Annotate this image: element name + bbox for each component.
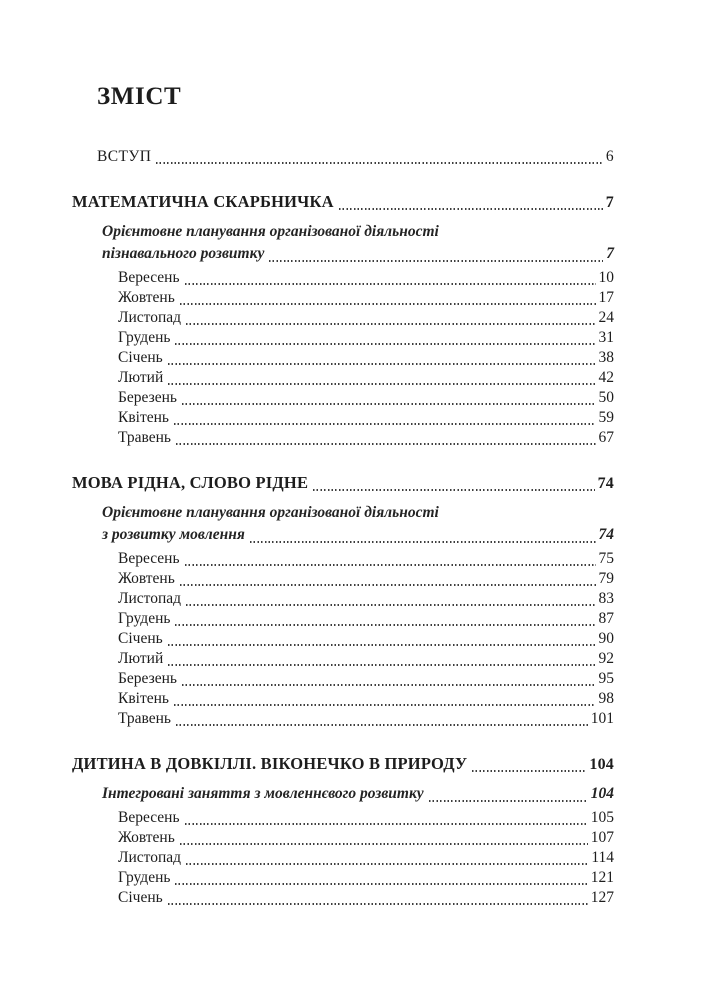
dotted-leader <box>175 624 595 626</box>
entry-page-number: 79 <box>598 570 614 587</box>
page-title: ЗМІСТ <box>97 83 182 110</box>
dotted-leader <box>269 260 603 262</box>
toc-entry <box>118 288 614 308</box>
entry-page-number: 105 <box>590 809 614 826</box>
toc-entry <box>118 589 614 609</box>
entry-page-number: 98 <box>598 690 614 707</box>
subtitle-label: пізнавального розвитку <box>102 245 265 262</box>
subtitle-line-row <box>102 783 614 805</box>
entry-label: Січень <box>118 349 163 366</box>
toc-entry <box>118 649 614 669</box>
dotted-leader <box>168 903 588 905</box>
dotted-leader <box>185 564 596 566</box>
entry-page-number: 92 <box>598 650 614 667</box>
toc-section-math <box>72 191 614 213</box>
dotted-leader <box>186 863 588 865</box>
dotted-leader <box>180 303 596 305</box>
dotted-leader <box>185 283 596 285</box>
entry-label: Листопад <box>118 309 182 326</box>
toc-entry <box>118 669 614 689</box>
toc-entry <box>118 868 614 888</box>
toc-entry <box>118 328 614 348</box>
dotted-leader <box>176 724 588 726</box>
toc-entry <box>118 709 614 729</box>
entry-page-number: 38 <box>598 349 614 366</box>
entry-page-number: 59 <box>598 409 614 426</box>
toc-entry <box>118 549 614 569</box>
entry-label: Листопад <box>118 590 182 607</box>
entry-label: Березень <box>118 389 177 406</box>
entry-label: Вересень <box>118 269 180 286</box>
subtitle-line: Орієнтовне планування організованої діяльності <box>102 504 439 521</box>
entry-page-number: 121 <box>590 869 614 886</box>
toc-entry <box>118 888 614 908</box>
entry-page-number: 24 <box>598 309 614 326</box>
dotted-leader <box>185 823 588 825</box>
toc-entry <box>118 348 614 368</box>
dotted-leader <box>472 770 586 772</box>
entry-page-number: 67 <box>598 429 614 446</box>
entry-label: Грудень <box>118 610 171 627</box>
toc-entry <box>118 428 614 448</box>
entry-label: Жовтень <box>118 829 175 846</box>
subtitle-label: Інтегровані заняття з мовленнєвого розвитку <box>102 785 424 802</box>
entry-label: Березень <box>118 670 177 687</box>
toc-entry <box>118 308 614 328</box>
dotted-leader <box>175 883 587 885</box>
section-page-number: 104 <box>589 756 614 773</box>
section-subtitle <box>102 502 614 546</box>
entry-page-number: 83 <box>598 590 614 607</box>
entry-page-number: 42 <box>598 369 614 386</box>
section-subtitle <box>102 221 614 265</box>
entry-label: Травень <box>118 710 171 727</box>
section-title: МАТЕМАТИЧНА СКАРБНИЧКА <box>72 192 334 211</box>
entry-label: Січень <box>118 630 163 647</box>
month-entries <box>118 808 614 908</box>
dotted-leader <box>250 541 596 543</box>
dotted-leader <box>186 604 595 606</box>
section-title: МОВА РІДНА, СЛОВО РІДНЕ <box>72 473 309 492</box>
toc-entry-intro <box>97 147 614 167</box>
entry-page-number: 50 <box>598 389 614 406</box>
entry-label: Грудень <box>118 329 171 346</box>
dotted-leader <box>180 843 588 845</box>
dotted-leader <box>186 323 595 325</box>
dotted-leader <box>174 704 596 706</box>
dotted-leader <box>182 403 596 405</box>
toc-section-dytyna <box>72 753 614 775</box>
toc-entry <box>118 368 614 388</box>
dotted-leader <box>174 423 596 425</box>
subtitle-page-number: 74 <box>598 526 614 543</box>
entry-page-number: 6 <box>605 148 614 165</box>
dotted-leader <box>176 443 596 445</box>
dotted-leader <box>180 584 596 586</box>
entry-label: Жовтень <box>118 289 175 306</box>
subtitle-page-number: 7 <box>606 245 614 262</box>
dotted-leader <box>156 162 603 164</box>
entry-page-number: 101 <box>590 710 614 727</box>
entry-label: Вересень <box>118 550 180 567</box>
toc-entry <box>118 609 614 629</box>
entry-page-number: 95 <box>598 670 614 687</box>
entry-label: Вересень <box>118 809 180 826</box>
entry-label: Листопад <box>118 849 182 866</box>
entry-label: Лютий <box>118 650 164 667</box>
toc-entry <box>118 689 614 709</box>
dotted-leader <box>313 489 594 491</box>
toc-entry <box>118 569 614 589</box>
dotted-leader <box>168 644 596 646</box>
entry-page-number: 10 <box>598 269 614 286</box>
toc-entry <box>118 268 614 288</box>
entry-label: Травень <box>118 429 171 446</box>
subtitle-label: з розвитку мовлення <box>102 526 245 543</box>
section-subtitle <box>102 783 614 805</box>
entry-label: Квітень <box>118 690 169 707</box>
dotted-leader <box>182 684 596 686</box>
section-title: ДИТИНА В ДОВКІЛЛІ. ВІКОНЕЧКО В ПРИРОДУ <box>72 754 468 773</box>
subtitle-line: Орієнтовне планування організованої діяльності <box>102 223 439 240</box>
entry-page-number: 75 <box>598 550 614 567</box>
entry-page-number: 127 <box>590 889 614 906</box>
entry-label: ВСТУП <box>97 148 152 165</box>
entry-label: Жовтень <box>118 570 175 587</box>
entry-label: Січень <box>118 889 163 906</box>
dotted-leader <box>168 383 595 385</box>
entry-label: Квітень <box>118 409 169 426</box>
entry-page-number: 90 <box>598 630 614 647</box>
entry-page-number: 114 <box>591 849 614 866</box>
entry-label: Грудень <box>118 869 171 886</box>
toc-entry <box>118 629 614 649</box>
dotted-leader <box>168 664 595 666</box>
toc-entry <box>118 808 614 828</box>
section-page-number: 7 <box>605 194 614 211</box>
month-entries <box>118 549 614 729</box>
subtitle-line-row <box>102 243 614 265</box>
entry-label: Лютий <box>118 369 164 386</box>
toc-entry <box>118 828 614 848</box>
toc-section-mova <box>72 472 614 494</box>
dotted-leader <box>168 363 596 365</box>
entry-page-number: 31 <box>598 329 614 346</box>
month-entries <box>118 268 614 448</box>
dotted-leader <box>175 343 595 345</box>
entry-page-number: 87 <box>598 610 614 627</box>
toc-entry <box>118 848 614 868</box>
subtitle-page-number: 104 <box>590 785 614 802</box>
toc-entry <box>118 408 614 428</box>
dotted-leader <box>429 800 588 802</box>
toc-entry <box>118 388 614 408</box>
entry-page-number: 107 <box>590 829 614 846</box>
dotted-leader <box>339 208 603 210</box>
entry-page-number: 17 <box>598 289 614 306</box>
subtitle-line-row <box>102 524 614 546</box>
section-page-number: 74 <box>597 475 614 492</box>
